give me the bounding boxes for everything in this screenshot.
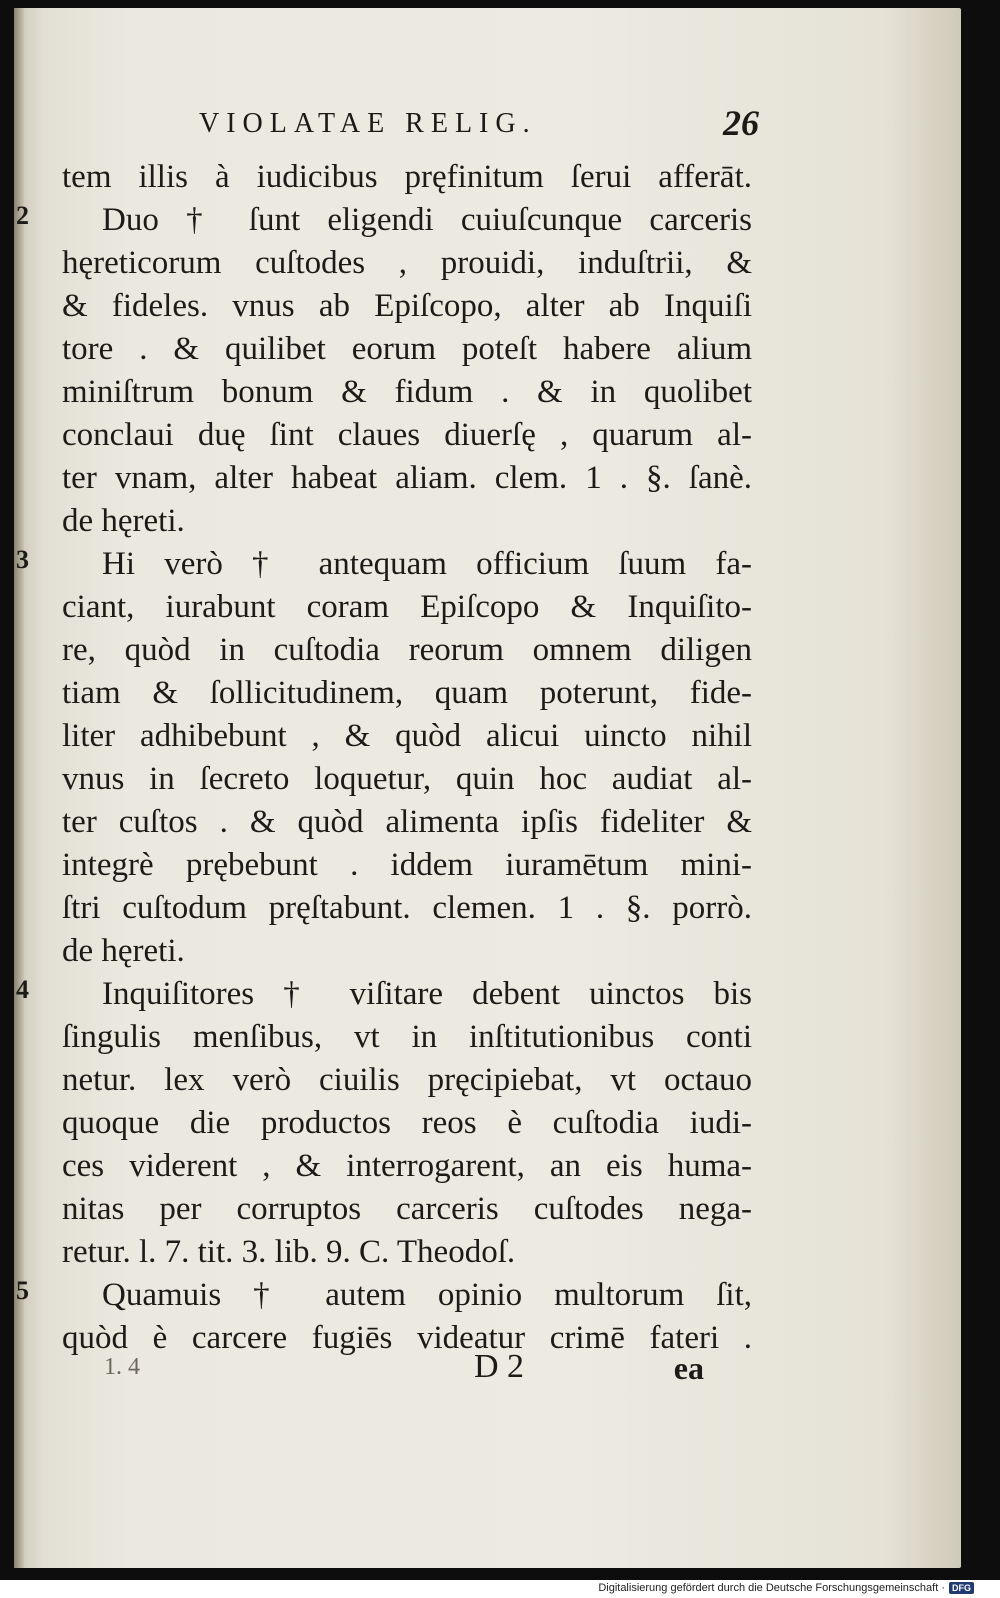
catchword-line xyxy=(104,1348,704,1392)
text-line: tem illis à iudicibus pręfinitum ſerui afferāt. xyxy=(62,159,752,195)
text-line: Quamuis † autem opinio multorum ſit, xyxy=(102,1277,752,1313)
page-header xyxy=(199,103,759,152)
book-page xyxy=(14,8,961,1568)
text-line: ſtri cuſtodum pręſtabunt. clemen. 1 . §. porrò. xyxy=(62,890,752,926)
body-text xyxy=(62,156,752,1360)
text-line: tiam & ſollicitudinem, quam poterunt, fide- xyxy=(62,675,752,711)
text-line: liter adhibebunt , & quòd alicui uincto nihil xyxy=(62,718,752,754)
text-line: ter cuſtos . & quòd alimenta ipſis fideliter & xyxy=(62,804,752,840)
text-line: & fideles. vnus ab Epiſcopo, alter ab Inquiſi xyxy=(62,288,752,324)
page-edge xyxy=(14,8,24,1568)
text-line: ſingulis menſibus, vt in inſtitutionibus conti xyxy=(62,1019,752,1055)
text-line: retur. l. 7. tit. 3. lib. 9. C. Theodoſ. xyxy=(62,1234,516,1270)
text-line: ter vnam, alter habeat aliam. clem. 1 . §. ſanè. xyxy=(62,460,752,496)
text-line: de hęreti. xyxy=(62,503,185,539)
text-line: ces viderent , & interrogarent, an eis huma- xyxy=(62,1148,752,1184)
text-line: ciant, iurabunt coram Epiſcopo & Inquiſito- xyxy=(62,589,752,625)
text-line: tore . & quilibet eorum poteſt habere alium xyxy=(62,331,752,367)
text-line: miniſtrum bonum & fidum . & in quolibet xyxy=(62,374,752,410)
signature-mark: D 2 xyxy=(474,1348,525,1385)
running-title: VIOLATAE RELIG. xyxy=(199,108,537,139)
margin-number: 3 xyxy=(16,545,29,574)
dfg-logo-icon: DFG xyxy=(949,1582,974,1594)
text-line: quòd è carcere fugiēs videatur crimē fateri . xyxy=(62,1320,752,1356)
margin-number: 4 xyxy=(16,975,29,1004)
faint-mark: 1. 4 xyxy=(104,1354,140,1380)
text-line: Duo † ſunt eligendi cuiuſcunque carceris xyxy=(102,202,752,238)
catchword: ea xyxy=(673,1350,704,1386)
footer-text: Digitalisierung gefördert durch die Deutsche Forschungsgemeinschaft · xyxy=(598,1582,945,1594)
text-line: Hi verò † antequam officium ſuum fa- xyxy=(102,546,752,582)
margin-number: 5 xyxy=(16,1276,29,1305)
funding-footer xyxy=(598,1580,974,1596)
text-line: integrè prębebunt . iddem iuramētum mini- xyxy=(62,847,752,883)
text-line: netur. lex verò ciuilis pręcipiebat, vt octauo xyxy=(62,1062,752,1098)
margin-number: 2 xyxy=(16,201,29,230)
page-number: 26 xyxy=(723,103,759,143)
text-line: Inquiſitores † viſitare debent uinctos bis xyxy=(102,976,752,1012)
text-line: hęreticorum cuſtodes , prouidi, induſtrii, & xyxy=(62,245,752,281)
text-line: conclaui duę ſint claues diuerſę , quarum al- xyxy=(62,417,752,453)
text-line: re, quòd in cuſtodia reorum omnem diligen xyxy=(62,632,752,668)
text-line: de hęreti. xyxy=(62,933,185,969)
text-line: vnus in ſecreto loquetur, quin hoc audiat al- xyxy=(62,761,752,797)
text-line: nitas per corruptos carceris cuſtodes nega- xyxy=(62,1191,752,1227)
text-line: quoque die productos reos è cuſtodia iudi- xyxy=(62,1105,752,1141)
